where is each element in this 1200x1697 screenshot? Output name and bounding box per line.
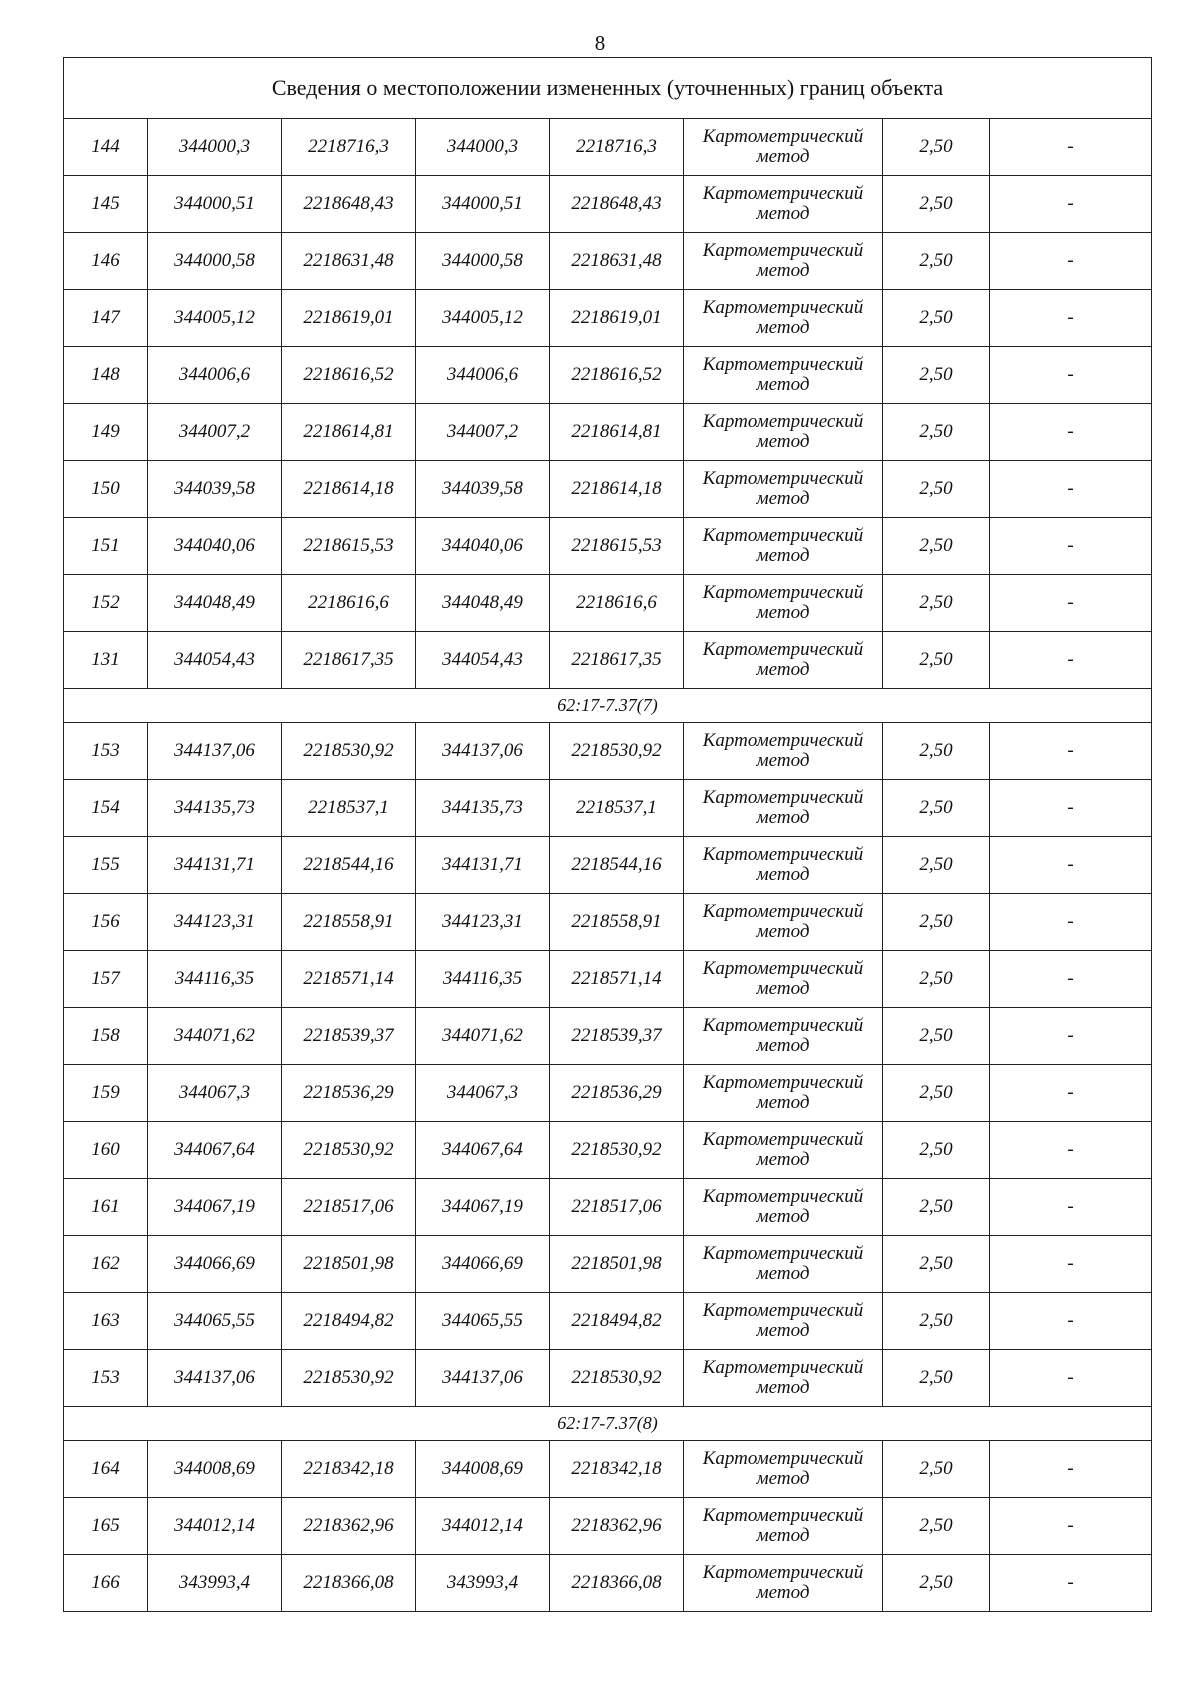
section-header-row (64, 689, 1152, 723)
refined-y-cell: 2218537,1 (550, 780, 684, 837)
existing-y-cell: 2218614,81 (282, 404, 416, 461)
note-cell: - (990, 1350, 1152, 1407)
note-cell: - (990, 780, 1152, 837)
method-label-line2: метод (756, 374, 810, 395)
note-cell: - (990, 233, 1152, 290)
refined-y-cell: 2218619,01 (550, 290, 684, 347)
table-row (64, 1236, 1152, 1293)
method-label-line2: метод (756, 317, 810, 338)
refined-x-cell: 344065,55 (416, 1293, 550, 1350)
method-label-line1: Картометрический (702, 411, 864, 432)
page-number: 8 (594, 31, 606, 55)
point-number-cell: 157 (64, 951, 148, 1008)
method-label-line1: Картометрический (702, 1072, 864, 1093)
existing-y-cell: 2218544,16 (282, 837, 416, 894)
refined-y-cell: 2218716,3 (550, 119, 684, 176)
existing-y-cell: 2218494,82 (282, 1293, 416, 1350)
method-label-line1: Картометрический (702, 525, 864, 546)
method-label-line1: Картометрический (702, 958, 864, 979)
accuracy-cell: 2,50 (883, 1236, 990, 1293)
existing-x-cell: 344116,35 (148, 951, 282, 1008)
method-label-line1: Картометрический (702, 582, 864, 603)
refined-y-cell: 2218530,92 (550, 1122, 684, 1179)
point-number-cell: 160 (64, 1122, 148, 1179)
table-row (64, 1293, 1152, 1350)
refined-y-cell: 2218614,18 (550, 461, 684, 518)
table-row (64, 1179, 1152, 1236)
point-number-cell: 164 (64, 1441, 148, 1498)
method-label-line2: метод (756, 146, 810, 167)
point-number-cell: 145 (64, 176, 148, 233)
table-row (64, 518, 1152, 575)
method-label-line2: метод (756, 1525, 810, 1546)
point-number-cell: 148 (64, 347, 148, 404)
note-cell: - (990, 894, 1152, 951)
method-cell (684, 723, 883, 780)
refined-y-cell: 2218536,29 (550, 1065, 684, 1122)
method-cell (684, 1236, 883, 1293)
existing-x-cell: 344123,31 (148, 894, 282, 951)
refined-y-cell: 2218616,6 (550, 575, 684, 632)
refined-y-cell: 2218530,92 (550, 723, 684, 780)
accuracy-cell: 2,50 (883, 461, 990, 518)
note-cell: - (990, 951, 1152, 1008)
method-label-line2: метод (756, 545, 810, 566)
accuracy-cell: 2,50 (883, 780, 990, 837)
point-number-cell: 146 (64, 233, 148, 290)
existing-y-cell: 2218537,1 (282, 780, 416, 837)
method-cell (684, 1498, 883, 1555)
method-label-line2: метод (756, 1263, 810, 1284)
refined-x-cell: 344116,35 (416, 951, 550, 1008)
method-label-line2: метод (756, 659, 810, 680)
note-cell: - (990, 575, 1152, 632)
point-number-cell: 153 (64, 723, 148, 780)
existing-x-cell: 344000,51 (148, 176, 282, 233)
method-label-line1: Картометрический (702, 1015, 864, 1036)
existing-y-cell: 2218614,18 (282, 461, 416, 518)
point-number-cell: 166 (64, 1555, 148, 1612)
refined-x-cell: 344008,69 (416, 1441, 550, 1498)
existing-x-cell: 344071,62 (148, 1008, 282, 1065)
existing-x-cell: 343993,4 (148, 1555, 282, 1612)
existing-x-cell: 344131,71 (148, 837, 282, 894)
table-row (64, 1498, 1152, 1555)
method-label-line1: Картометрический (702, 468, 864, 489)
accuracy-cell: 2,50 (883, 404, 990, 461)
refined-y-cell: 2218530,92 (550, 1350, 684, 1407)
method-label-line2: метод (756, 602, 810, 623)
accuracy-cell: 2,50 (883, 1008, 990, 1065)
method-label-line2: метод (756, 1092, 810, 1113)
existing-x-cell: 344005,12 (148, 290, 282, 347)
method-label-line1: Картометрический (702, 1243, 864, 1264)
accuracy-cell: 2,50 (883, 1350, 990, 1407)
refined-x-cell: 344131,71 (416, 837, 550, 894)
existing-y-cell: 2218615,53 (282, 518, 416, 575)
accuracy-cell: 2,50 (883, 176, 990, 233)
note-cell: - (990, 632, 1152, 689)
section-label: 62:17-7.37(7) (64, 689, 1152, 723)
method-cell (684, 461, 883, 518)
note-cell: - (990, 1441, 1152, 1498)
refined-x-cell: 344048,49 (416, 575, 550, 632)
existing-y-cell: 2218366,08 (282, 1555, 416, 1612)
note-cell: - (990, 518, 1152, 575)
method-cell (684, 1293, 883, 1350)
refined-y-cell: 2218631,48 (550, 233, 684, 290)
refined-x-cell: 344137,06 (416, 1350, 550, 1407)
refined-x-cell: 344071,62 (416, 1008, 550, 1065)
refined-x-cell: 344000,58 (416, 233, 550, 290)
refined-x-cell: 344067,19 (416, 1179, 550, 1236)
existing-y-cell: 2218362,96 (282, 1498, 416, 1555)
method-label-line2: метод (756, 1035, 810, 1056)
note-cell: - (990, 1498, 1152, 1555)
existing-y-cell: 2218617,35 (282, 632, 416, 689)
existing-y-cell: 2218536,29 (282, 1065, 416, 1122)
existing-x-cell: 344054,43 (148, 632, 282, 689)
existing-y-cell: 2218530,92 (282, 723, 416, 780)
existing-x-cell: 344048,49 (148, 575, 282, 632)
existing-x-cell: 344067,3 (148, 1065, 282, 1122)
existing-y-cell: 2218648,43 (282, 176, 416, 233)
table-row (64, 119, 1152, 176)
table-row (64, 404, 1152, 461)
refined-y-cell: 2218494,82 (550, 1293, 684, 1350)
method-label-line2: метод (756, 750, 810, 771)
refined-y-cell: 2218366,08 (550, 1555, 684, 1612)
existing-x-cell: 344039,58 (148, 461, 282, 518)
table-row (64, 176, 1152, 233)
accuracy-cell: 2,50 (883, 518, 990, 575)
note-cell: - (990, 1236, 1152, 1293)
existing-x-cell: 344007,2 (148, 404, 282, 461)
point-number-cell: 152 (64, 575, 148, 632)
method-label-line1: Картометрический (702, 240, 864, 261)
table-row (64, 632, 1152, 689)
method-cell (684, 632, 883, 689)
point-number-cell: 161 (64, 1179, 148, 1236)
method-label-line1: Картометрический (702, 1186, 864, 1207)
refined-x-cell: 344039,58 (416, 461, 550, 518)
method-cell (684, 1065, 883, 1122)
refined-y-cell: 2218616,52 (550, 347, 684, 404)
refined-x-cell: 344000,51 (416, 176, 550, 233)
method-label-line1: Картометрический (702, 126, 864, 147)
note-cell: - (990, 404, 1152, 461)
refined-x-cell: 344007,2 (416, 404, 550, 461)
method-label-line1: Картометрический (702, 787, 864, 808)
table-row (64, 290, 1152, 347)
method-label-line1: Картометрический (702, 1448, 864, 1469)
refined-x-cell: 344054,43 (416, 632, 550, 689)
method-label-line2: метод (756, 1320, 810, 1341)
section-label: 62:17-7.37(8) (64, 1407, 1152, 1441)
refined-x-cell: 344040,06 (416, 518, 550, 575)
note-cell: - (990, 1008, 1152, 1065)
method-label-line2: метод (756, 1468, 810, 1489)
method-label-line2: метод (756, 1206, 810, 1227)
note-cell: - (990, 1555, 1152, 1612)
existing-x-cell: 344012,14 (148, 1498, 282, 1555)
existing-x-cell: 344006,6 (148, 347, 282, 404)
boundary-coordinates-table (63, 57, 1152, 1612)
method-label-line2: метод (756, 864, 810, 885)
method-label-line1: Картометрический (702, 297, 864, 318)
accuracy-cell: 2,50 (883, 1498, 990, 1555)
existing-y-cell: 2218558,91 (282, 894, 416, 951)
existing-x-cell: 344067,64 (148, 1122, 282, 1179)
existing-y-cell: 2218517,06 (282, 1179, 416, 1236)
refined-y-cell: 2218615,53 (550, 518, 684, 575)
point-number-cell: 162 (64, 1236, 148, 1293)
note-cell: - (990, 1065, 1152, 1122)
note-cell: - (990, 461, 1152, 518)
note-cell: - (990, 290, 1152, 347)
refined-x-cell: 344137,06 (416, 723, 550, 780)
method-cell (684, 1350, 883, 1407)
table-row (64, 723, 1152, 780)
method-cell (684, 176, 883, 233)
refined-x-cell: 344012,14 (416, 1498, 550, 1555)
method-cell (684, 1555, 883, 1612)
refined-x-cell: 344066,69 (416, 1236, 550, 1293)
refined-y-cell: 2218517,06 (550, 1179, 684, 1236)
note-cell: - (990, 1179, 1152, 1236)
refined-y-cell: 2218617,35 (550, 632, 684, 689)
method-label-line2: метод (756, 431, 810, 452)
refined-x-cell: 344005,12 (416, 290, 550, 347)
table-row (64, 1122, 1152, 1179)
accuracy-cell: 2,50 (883, 837, 990, 894)
point-number-cell: 131 (64, 632, 148, 689)
table-row (64, 780, 1152, 837)
existing-y-cell: 2218716,3 (282, 119, 416, 176)
method-label-line2: метод (756, 1149, 810, 1170)
method-label-line1: Картометрический (702, 730, 864, 751)
existing-y-cell: 2218616,6 (282, 575, 416, 632)
table-row (64, 1555, 1152, 1612)
accuracy-cell: 2,50 (883, 575, 990, 632)
accuracy-cell: 2,50 (883, 1122, 990, 1179)
refined-y-cell: 2218501,98 (550, 1236, 684, 1293)
method-label-line1: Картометрический (702, 844, 864, 865)
existing-x-cell: 344067,19 (148, 1179, 282, 1236)
accuracy-cell: 2,50 (883, 233, 990, 290)
table-row (64, 575, 1152, 632)
table-row (64, 837, 1152, 894)
accuracy-cell: 2,50 (883, 1179, 990, 1236)
refined-x-cell: 344067,3 (416, 1065, 550, 1122)
accuracy-cell: 2,50 (883, 632, 990, 689)
method-label-line1: Картометрический (702, 183, 864, 204)
method-cell (684, 1122, 883, 1179)
method-label-line2: метод (756, 978, 810, 999)
refined-y-cell: 2218539,37 (550, 1008, 684, 1065)
method-cell (684, 1179, 883, 1236)
method-label-line2: метод (756, 260, 810, 281)
existing-y-cell: 2218342,18 (282, 1441, 416, 1498)
method-cell (684, 951, 883, 1008)
refined-y-cell: 2218614,81 (550, 404, 684, 461)
note-cell: - (990, 723, 1152, 780)
method-label-line2: метод (756, 807, 810, 828)
existing-x-cell: 344040,06 (148, 518, 282, 575)
accuracy-cell: 2,50 (883, 347, 990, 404)
table-row (64, 1441, 1152, 1498)
method-cell (684, 894, 883, 951)
method-cell (684, 1441, 883, 1498)
refined-x-cell: 343993,4 (416, 1555, 550, 1612)
existing-y-cell: 2218501,98 (282, 1236, 416, 1293)
note-cell: - (990, 1293, 1152, 1350)
method-label-line1: Картометрический (702, 1562, 864, 1583)
existing-x-cell: 344137,06 (148, 1350, 282, 1407)
accuracy-cell: 2,50 (883, 1555, 990, 1612)
table-title: Сведения о местоположении измененных (уточненных) границ объекта (64, 58, 1152, 119)
refined-x-cell: 344006,6 (416, 347, 550, 404)
point-number-cell: 147 (64, 290, 148, 347)
method-label-line2: метод (756, 1582, 810, 1603)
table-body (64, 58, 1152, 1612)
method-cell (684, 837, 883, 894)
method-label-line2: метод (756, 1377, 810, 1398)
refined-x-cell: 344123,31 (416, 894, 550, 951)
point-number-cell: 155 (64, 837, 148, 894)
method-label-line1: Картометрический (702, 639, 864, 660)
accuracy-cell: 2,50 (883, 1441, 990, 1498)
existing-y-cell: 2218631,48 (282, 233, 416, 290)
point-number-cell: 163 (64, 1293, 148, 1350)
method-cell (684, 290, 883, 347)
table-row (64, 1008, 1152, 1065)
existing-y-cell: 2218530,92 (282, 1122, 416, 1179)
accuracy-cell: 2,50 (883, 951, 990, 1008)
point-number-cell: 158 (64, 1008, 148, 1065)
method-cell (684, 780, 883, 837)
table-row (64, 951, 1152, 1008)
table-row (64, 233, 1152, 290)
refined-y-cell: 2218544,16 (550, 837, 684, 894)
point-number-cell: 151 (64, 518, 148, 575)
point-number-cell: 153 (64, 1350, 148, 1407)
existing-y-cell: 2218539,37 (282, 1008, 416, 1065)
table-row (64, 1065, 1152, 1122)
existing-x-cell: 344135,73 (148, 780, 282, 837)
method-label-line1: Картометрический (702, 354, 864, 375)
refined-y-cell: 2218558,91 (550, 894, 684, 951)
table-row (64, 347, 1152, 404)
method-label-line2: метод (756, 921, 810, 942)
point-number-cell: 159 (64, 1065, 148, 1122)
existing-x-cell: 344137,06 (148, 723, 282, 780)
existing-y-cell: 2218530,92 (282, 1350, 416, 1407)
refined-y-cell: 2218648,43 (550, 176, 684, 233)
point-number-cell: 165 (64, 1498, 148, 1555)
method-cell (684, 119, 883, 176)
point-number-cell: 150 (64, 461, 148, 518)
table-row (64, 1350, 1152, 1407)
method-cell (684, 1008, 883, 1065)
table-row (64, 461, 1152, 518)
refined-y-cell: 2218342,18 (550, 1441, 684, 1498)
existing-x-cell: 344000,3 (148, 119, 282, 176)
method-cell (684, 575, 883, 632)
note-cell: - (990, 119, 1152, 176)
method-label-line1: Картометрический (702, 1357, 864, 1378)
accuracy-cell: 2,50 (883, 723, 990, 780)
note-cell: - (990, 837, 1152, 894)
method-label-line1: Картометрический (702, 901, 864, 922)
method-cell (684, 347, 883, 404)
method-cell (684, 233, 883, 290)
table-title-row (64, 58, 1152, 119)
existing-y-cell: 2218619,01 (282, 290, 416, 347)
accuracy-cell: 2,50 (883, 894, 990, 951)
method-cell (684, 518, 883, 575)
point-number-cell: 149 (64, 404, 148, 461)
refined-y-cell: 2218571,14 (550, 951, 684, 1008)
method-label-line2: метод (756, 203, 810, 224)
method-label-line1: Картометрический (702, 1505, 864, 1526)
point-number-cell: 144 (64, 119, 148, 176)
accuracy-cell: 2,50 (883, 1293, 990, 1350)
refined-x-cell: 344000,3 (416, 119, 550, 176)
existing-y-cell: 2218616,52 (282, 347, 416, 404)
existing-x-cell: 344066,69 (148, 1236, 282, 1293)
refined-x-cell: 344067,64 (416, 1122, 550, 1179)
existing-x-cell: 344065,55 (148, 1293, 282, 1350)
method-label-line1: Картометрический (702, 1129, 864, 1150)
point-number-cell: 156 (64, 894, 148, 951)
method-label-line2: метод (756, 488, 810, 509)
table-row (64, 894, 1152, 951)
accuracy-cell: 2,50 (883, 1065, 990, 1122)
note-cell: - (990, 1122, 1152, 1179)
accuracy-cell: 2,50 (883, 119, 990, 176)
note-cell: - (990, 347, 1152, 404)
method-label-line1: Картометрический (702, 1300, 864, 1321)
refined-x-cell: 344135,73 (416, 780, 550, 837)
existing-x-cell: 344000,58 (148, 233, 282, 290)
method-cell (684, 404, 883, 461)
refined-y-cell: 2218362,96 (550, 1498, 684, 1555)
existing-y-cell: 2218571,14 (282, 951, 416, 1008)
note-cell: - (990, 176, 1152, 233)
point-number-cell: 154 (64, 780, 148, 837)
section-header-row (64, 1407, 1152, 1441)
existing-x-cell: 344008,69 (148, 1441, 282, 1498)
accuracy-cell: 2,50 (883, 290, 990, 347)
